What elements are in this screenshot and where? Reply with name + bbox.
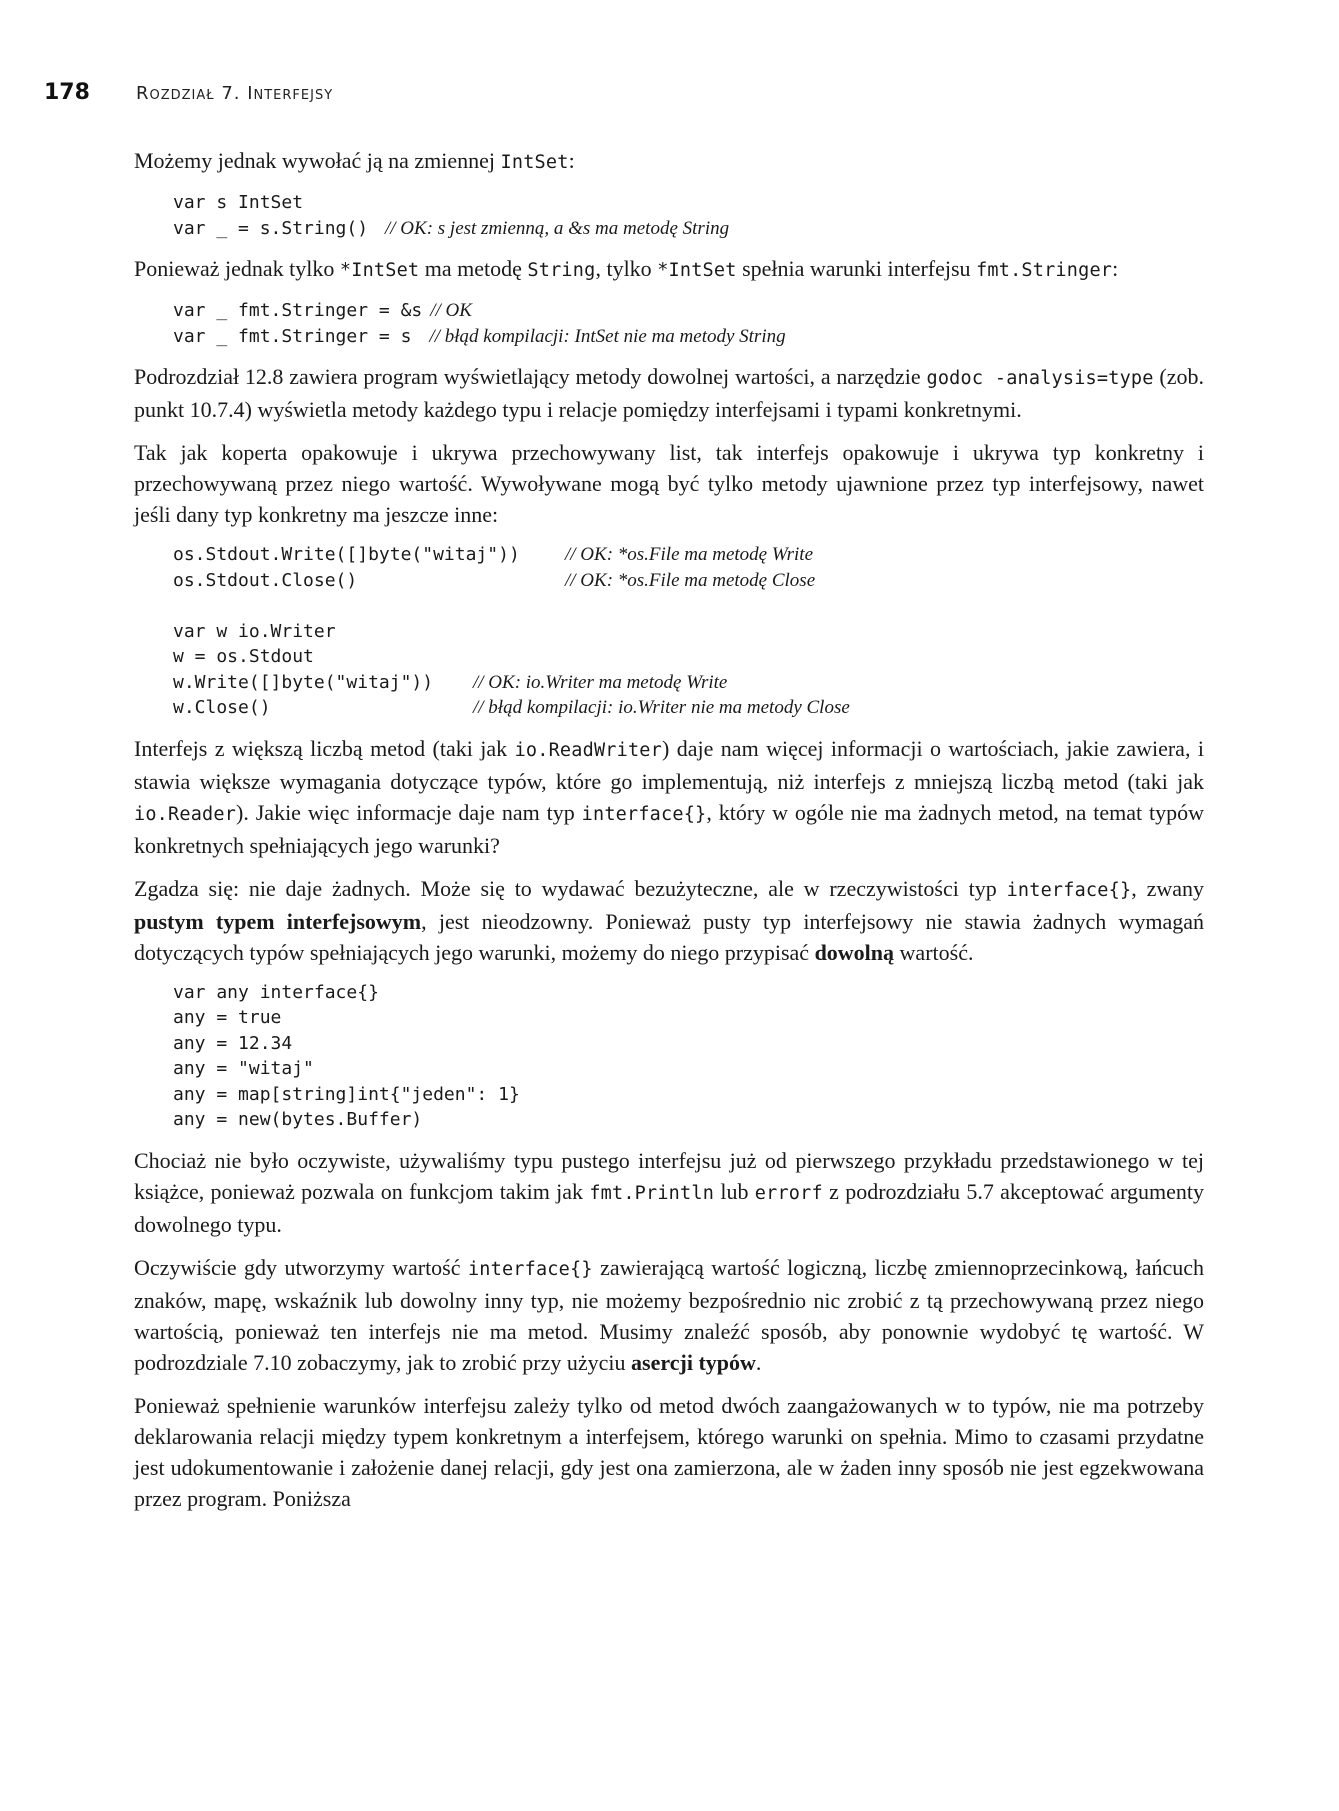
code-line: any = 12.34 [173, 1032, 293, 1054]
code-line: any = true [173, 1007, 282, 1028]
code-line: w.Write([]byte("witaj")) // OK: io.Writer ma metodę Write [173, 671, 728, 693]
paragraph-envelope: Tak jak koperta opakowuje i ukrywa przechowywany list, tak interfejs opakowuje i ukrywa typ konkretny i przechowywaną przez niego wartość. Wywoływane mogą być tylko metody ujawnione przez typ interfejsowy, nawet jeśli dany typ konkretny ma jeszcze inne: [134, 440, 1204, 527]
bold-term: pustym typem interfejsowym [134, 908, 422, 934]
code-line: os.Stdout.Write([]byte("witaj")) // OK: *os.File ma metodę Write [173, 544, 814, 565]
code-line: w.Close() // błąd kompilacji: io.Writer nie ma metody Close [173, 697, 850, 718]
code-block-stringer-assign [173, 298, 1204, 349]
code-line: var any interface{} [173, 981, 379, 1003]
code-line: any = new(bytes.Buffer) [173, 1109, 423, 1130]
paragraph-empty-interface: Zgadza się: nie daje żadnych. Może się to wydawać bezużyteczne, ale w rzeczywistości typ interface{}, zwany pustym typem interfejsowym, jest nieodzowny. Ponieważ pusty typ interfejsowy nie stawia żadnych wymagań dotyczących typów spełniających jego warunki, możemy do niego przypisać dowolną wartość. [134, 875, 1204, 965]
paragraph-relation: Ponieważ spełnienie warunków interfejsu zależy tylko od metod dwóch zaangażowanych w to typów, nie ma potrzeby deklarowania relacji między typem konkretnym a interfejsem, którego warunki on spełnia. Mimo to czasami przydatne jest udokumentowanie i założenie danej relacji, gdy jest ona zamierzona, ale w żaden inny sposób nie jest egzekwowana przez program. Poniższa [134, 1392, 1204, 1511]
chapter-title: Rozdział 7. Interfejsy [136, 83, 334, 104]
paragraph-type-assertions: Oczywiście gdy utworzymy wartość interface{} zawierającą wartość logiczną, liczbę zmiennoprzecinkową, łańcuch znaków, mapę, wskaźnik lub dowolny inny typ, nie możemy bezpośrednio nic zrobić z tą przechowywaną przez niego wartością, ponieważ ten interfejs nie ma metod. Musimy znaleźć sposób, aby ponownie wydobyć tę wartość. W podrozdziale 7.10 zobaczymy, jak to zrobić przy użyciu asercji typów. [134, 1254, 1204, 1375]
code-line: os.Stdout.Close() // OK: *os.File ma metodę Close [173, 569, 816, 591]
inline-code: IntSet [500, 152, 569, 173]
code-line: any = map[string]int{"jeden": 1} [173, 1083, 520, 1105]
code-line: var _ fmt.Stringer = s // błąd kompilacji: IntSet nie ma metody String [173, 325, 786, 347]
code-line: w = os.Stdout [173, 646, 314, 667]
paragraph-method-count: Interfejs z większą liczbą metod (taki jak io.ReadWriter) daje nam więcej informacji o wartościach, jakie zawiera, i stawia większe wymagania dotyczące typów, które go implementują, niż interfejs z mniejszą liczbą metod (taki jak io.Reader). Jakie więc informacje daje nam typ interface{}, który w ogóle nie ma żadnych metod, na temat typów konkretnych spełniających jego warunki? [134, 735, 1204, 858]
code-line: var w io.Writer [173, 620, 336, 642]
main-text [134, 145, 1204, 1526]
page-number: 178 [44, 80, 90, 105]
bold-term: dowolną [814, 939, 895, 965]
code-line: var _ fmt.Stringer = &s // OK [173, 300, 472, 321]
bold-term: asercji typów [631, 1349, 756, 1375]
paragraph-intset-call: Możemy jednak wywołać ją na zmiennej IntSet: [134, 148, 575, 173]
paragraph-godoc: Podrozdział 12.8 zawiera program wyświetlający metody dowolnej wartości, a narzędzie godoc -analysis=type (zob. punkt 10.7.4) wyświetla metody każdego typu i relacje pomiędzy interfejsami i typami konkretnymi. [134, 364, 1205, 422]
code-block-os-stdout [173, 542, 1204, 721]
code-line: var _ = s.String() // OK: s jest zmienną, a &s ma metodę String [173, 217, 730, 239]
running-head [44, 80, 333, 110]
code-line: var s IntSet [173, 192, 304, 213]
code-block-any [173, 980, 1204, 1133]
paragraph-println: Chociaż nie było oczywiste, używaliśmy typu pustego interfejsu już od pierwszego przykładu przedstawionego w tej książce, ponieważ pozwala on funkcjom takim jak fmt.Println lub errorf z podrozdziału 5.7 akceptować argumenty dowolnego typu. [134, 1147, 1204, 1237]
code-line: any = "witaj" [173, 1058, 314, 1079]
paragraph-intset-stringer: Ponieważ jednak tylko *IntSet ma metodę String, tylko *IntSet spełnia warunki interfejsu fmt.Stringer: [134, 256, 1119, 281]
code-block-intset-var [173, 190, 1204, 241]
